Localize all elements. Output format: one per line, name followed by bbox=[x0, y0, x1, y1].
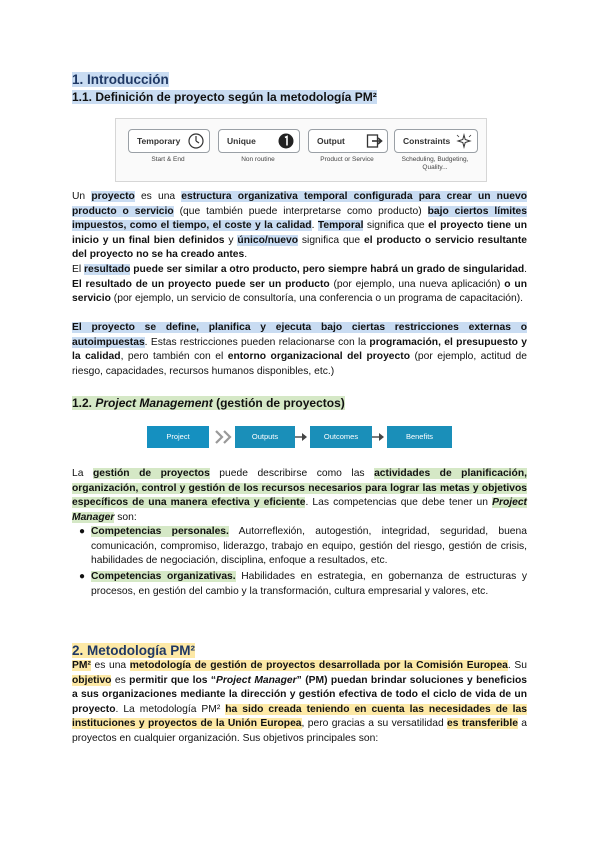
chip-caption: Start & End bbox=[151, 156, 185, 163]
flow-step-label: Benefits bbox=[405, 432, 434, 441]
text-run: objetivo bbox=[72, 674, 112, 686]
text-run: significa que bbox=[298, 234, 364, 246]
chip-label: Unique bbox=[227, 136, 256, 146]
chip-unique bbox=[218, 129, 300, 153]
clock-icon bbox=[187, 132, 205, 150]
flow-step-label: Outcomes bbox=[323, 432, 359, 441]
text-run: . La metodología PM² bbox=[115, 703, 226, 715]
text-run: puede ser similar a otro producto, pero siempre habrá un grado de singularidad bbox=[133, 264, 525, 275]
text-run: . bbox=[524, 264, 527, 275]
sparkle-icon bbox=[455, 132, 473, 150]
text-run: El resultado de un proyecto puede ser un producto bbox=[72, 278, 330, 290]
text-run: , pero también con el bbox=[120, 351, 228, 363]
chip-caption: Non routine bbox=[241, 156, 275, 163]
text-run: son: bbox=[114, 511, 137, 523]
text-run: ha sido creada teniendo en cuenta las necesidades de las instituciones y proyectos de la Unión Europea bbox=[72, 703, 527, 730]
chip-caption: Product or Service bbox=[320, 156, 374, 163]
bullet-text: Habilidades en estrategia, en gobernanza de estructuras y procesos, en gestión del cambio y la transformación, cultura empresarial y valores, etc. bbox=[91, 571, 527, 597]
arrow-right-icon bbox=[372, 426, 386, 448]
chip-label: Output bbox=[317, 136, 345, 146]
double-chevron-icon bbox=[213, 426, 235, 448]
chip-temporary bbox=[128, 129, 210, 153]
text-run: entorno organizacional del proyecto bbox=[227, 351, 410, 363]
heading-italic: Project Management bbox=[95, 396, 213, 410]
text-run: PM² bbox=[72, 660, 91, 671]
paragraph-resultado bbox=[72, 263, 527, 307]
text-run: es una bbox=[90, 660, 130, 671]
flow-step-benefits bbox=[387, 426, 452, 448]
paragraph-restricciones bbox=[72, 321, 527, 379]
number-one-icon bbox=[277, 132, 295, 150]
text-run: proyecto bbox=[91, 191, 135, 202]
text-run: a proyectos en cualquier organización. Sus objetivos principales son: bbox=[72, 718, 528, 744]
text-run: el producto o servicio resultante del proyecto no se ha creado antes bbox=[72, 234, 528, 261]
flow-step-outcomes bbox=[310, 426, 372, 448]
bullet-icon: ● bbox=[79, 571, 86, 582]
text-run: único/nuevo bbox=[237, 234, 299, 246]
text-run: y bbox=[224, 234, 238, 246]
subsection-heading-definicion bbox=[72, 90, 377, 105]
text-run: (por ejemplo, un servicio de consultoría, una conferencia o un programa de capacitación). bbox=[110, 293, 524, 305]
heading-highlight bbox=[72, 396, 345, 410]
heading-num: 1.2. bbox=[72, 396, 96, 410]
heading-text: 1. Introducción bbox=[72, 72, 169, 87]
text-run: puede describirse como las bbox=[209, 468, 375, 479]
paragraph-pm2 bbox=[72, 659, 527, 747]
chip-constraints bbox=[394, 129, 478, 153]
list-item bbox=[79, 525, 527, 569]
project-characteristics-figure bbox=[115, 118, 487, 182]
text-run: La bbox=[72, 468, 93, 479]
text-run: Un bbox=[72, 191, 92, 202]
text-run: , pero gracias a su versatilidad bbox=[301, 718, 448, 730]
bullet-head: Competencias personales. bbox=[91, 526, 229, 537]
text-run: metodología de gestión de proyectos desarrollada por la Comisión Europea bbox=[129, 660, 508, 671]
text-run: o un servicio bbox=[72, 278, 527, 305]
text-run: . bbox=[311, 220, 318, 232]
flow-step-project bbox=[147, 426, 209, 448]
list-item bbox=[79, 570, 527, 599]
text-run: gestión de proyectos bbox=[92, 468, 210, 479]
heading-rest: (gestión de proyectos) bbox=[212, 396, 345, 410]
bullet-head: Competencias organizativas. bbox=[91, 571, 236, 582]
text-run: Temporal bbox=[317, 220, 364, 232]
text-run: es bbox=[111, 674, 130, 686]
section-heading-introduccion bbox=[72, 72, 169, 88]
text-run: Project Manager bbox=[216, 674, 297, 686]
chip-caption: Scheduling, Budgeting, Quality... bbox=[401, 156, 469, 171]
text-run: (que también puede interpretarse como producto) bbox=[173, 205, 428, 217]
text-run: significa que bbox=[363, 220, 429, 232]
export-arrow-icon bbox=[365, 132, 383, 150]
text-run: Project Manager bbox=[72, 497, 527, 523]
text-run: actividades de planificación, organización, control y gestión de los recursos necesarios para lograr las metas y objetivos específicos de una manera efectiva y eficiente bbox=[72, 468, 527, 509]
chip-label: Constraints bbox=[403, 136, 451, 146]
text-run: . Estas restricciones pueden relacionarse con la bbox=[144, 336, 370, 348]
flow-step-label: Project bbox=[166, 432, 190, 441]
text-run: resultado bbox=[84, 264, 131, 275]
chip-label: Temporary bbox=[137, 136, 181, 146]
text-run: El bbox=[72, 264, 85, 275]
text-run: estructura organizativa temporal configurada para crear un nuevo producto o servicio bbox=[72, 191, 527, 217]
bullet-text: Autorreflexión, autogestión, integridad, seguridad, buena comunicación, compromiso, liderazgo, trabajo en equipo, gestión del riesgo, gestión de crisis, habilidades de negociación, disciplina, enfoque a resultados, etc. bbox=[91, 526, 527, 567]
project-flow-figure bbox=[147, 426, 452, 448]
text-run: programación, el presupuesto y la calidad bbox=[72, 336, 527, 363]
text-run: permitir que los “ bbox=[129, 674, 217, 686]
text-run: El proyecto se define, planifica y ejecuta bajo ciertas restricciones externas o autoimpuestas bbox=[72, 322, 527, 348]
paragraph-gestion bbox=[72, 467, 527, 525]
heading-text: 1.1. Definición de proyecto según la metodología PM² bbox=[72, 90, 377, 104]
arrow-right-icon bbox=[295, 426, 309, 448]
text-run: (por ejemplo, una nueva aplicación) bbox=[329, 278, 505, 290]
paragraph-definicion bbox=[72, 190, 527, 263]
text-run: . Las competencias que debe tener un bbox=[305, 497, 493, 509]
text-run: (por ejemplo, actitud de riesgo, capacidades, recursos humanos disponibles, etc.) bbox=[72, 351, 527, 377]
section-heading-metodologia bbox=[72, 643, 195, 659]
heading-text: 2. Metodología PM² bbox=[72, 643, 195, 658]
text-run: es transferible bbox=[447, 718, 518, 730]
text-run: bajo ciertos límites impuestos, como el tiempo, el coste y la calidad bbox=[72, 205, 527, 232]
text-run: . Su bbox=[507, 660, 527, 671]
subsection-heading-project-management bbox=[72, 396, 345, 411]
chip-output bbox=[308, 129, 388, 153]
text-run: ” (PM) puedan brindar soluciones y beneficios a sus organizaciones mediante la dirección y gestión efectiva de todo el ciclo de vida de un proyecto bbox=[72, 674, 527, 715]
bullet-icon: ● bbox=[79, 526, 86, 537]
text-run: . bbox=[244, 249, 248, 261]
text-run: el proyecto tiene un inicio y un final bien definidos bbox=[72, 220, 527, 246]
flow-step-label: Outputs bbox=[251, 432, 279, 441]
flow-step-outputs bbox=[235, 426, 295, 448]
text-run: es una bbox=[134, 191, 182, 202]
